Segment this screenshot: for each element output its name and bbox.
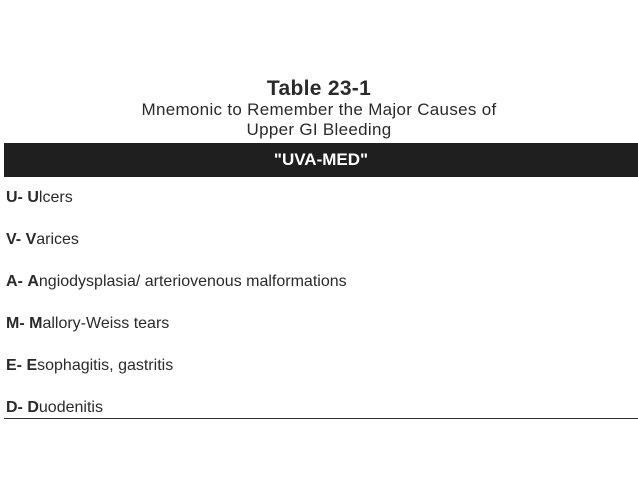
list-item: [6, 271, 638, 313]
mnemonic-key: V-: [6, 231, 22, 248]
table-title: Table 23-1: [266, 77, 372, 100]
mnemonic-rest: arices: [36, 231, 79, 248]
list-item: [6, 187, 638, 229]
list-item: [6, 355, 638, 397]
mnemonic-key: D-: [6, 399, 23, 416]
table-bottom-rule: [4, 418, 638, 419]
mnemonic-rest: lcers: [38, 189, 73, 206]
mnemonic-key: E-: [6, 357, 22, 374]
subtitle-line-2: Upper GI Bleeding: [246, 120, 392, 139]
mnemonic-rest: sophagitis, gastritis: [37, 357, 174, 374]
mnemonic-key: A-: [6, 273, 23, 290]
mnemonic-initial: D: [27, 399, 39, 416]
mnemonic-rest: uodenitis: [38, 399, 103, 416]
mnemonic-initial: A: [27, 273, 39, 290]
subtitle-line-1: Mnemonic to Remember the Major Causes of: [141, 100, 497, 119]
list-item: [6, 313, 638, 355]
mnemonic-initial: V: [25, 231, 37, 248]
list-item: [6, 229, 638, 271]
mnemonic-initial: M: [29, 315, 43, 332]
table-subtitle: [0, 100, 638, 140]
mnemonic-initial: E: [26, 357, 38, 374]
mnemonic-key: M-: [6, 315, 25, 332]
mnemonic-rest: ngiodysplasia/ arteriovenous malformations: [38, 273, 347, 290]
mnemonic-list: [6, 187, 638, 439]
table-header-bar: "UVA-MED": [4, 143, 638, 177]
mnemonic-initial: U: [27, 189, 39, 206]
mnemonic-rest: allory-Weiss tears: [42, 315, 170, 332]
mnemonic-key: U-: [6, 189, 23, 206]
